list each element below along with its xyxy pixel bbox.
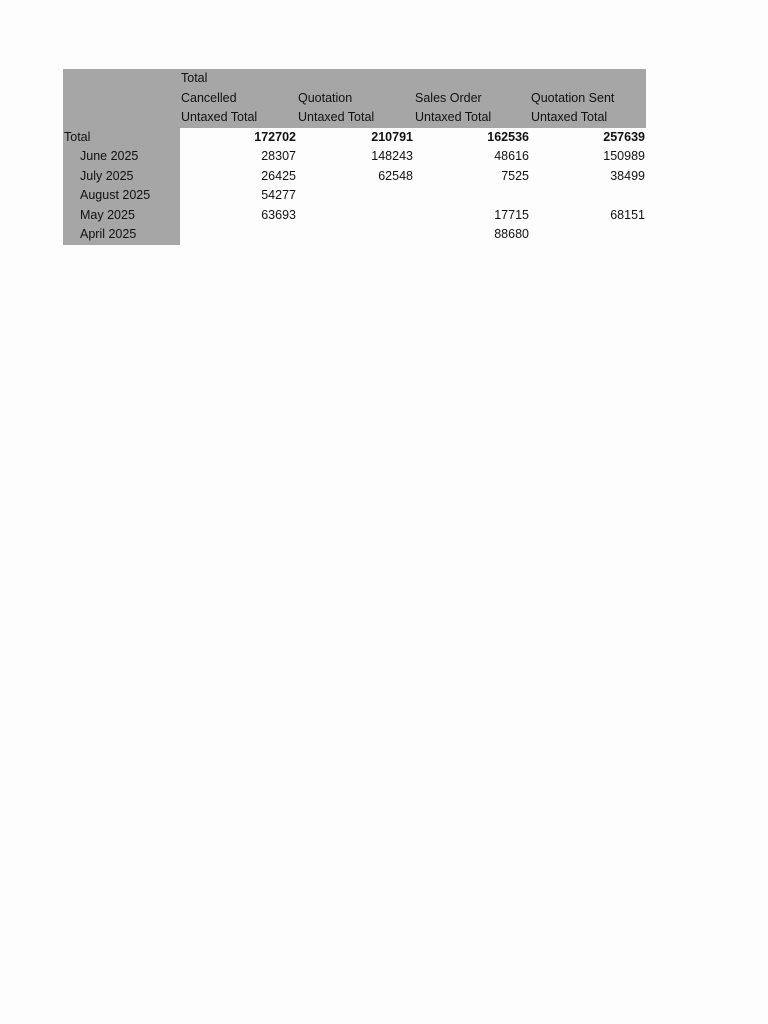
total-cell: 172702: [254, 129, 296, 144]
row-header-month[interactable]: July 2025: [63, 167, 180, 187]
value-cell: [297, 186, 414, 206]
table-row: [63, 167, 646, 187]
value-cell: 54277: [261, 188, 296, 202]
value-cell: [530, 186, 646, 206]
header-row-measure-line1: [63, 89, 646, 109]
table-row: [63, 206, 646, 226]
column-measure-label: Untaxed Total: [180, 108, 297, 128]
total-cell: 210791: [371, 129, 413, 144]
value-cell: 17715: [494, 207, 529, 222]
value-cell: 38499: [610, 168, 645, 183]
value-cell: [414, 186, 530, 206]
column-measure-label: Untaxed Total: [297, 108, 414, 128]
column-header-quotation-sent[interactable]: Quotation Sent: [530, 89, 646, 109]
row-header-month[interactable]: August 2025: [63, 186, 180, 206]
value-cell: [530, 225, 646, 245]
pivot-table: [63, 69, 646, 245]
row-header-month[interactable]: May 2025: [63, 206, 180, 226]
row-header-total[interactable]: Total: [63, 128, 180, 148]
row-header-month[interactable]: June 2025: [63, 147, 180, 167]
total-cell: 162536: [487, 129, 529, 144]
column-header-cancelled[interactable]: Cancelled: [180, 89, 297, 109]
column-measure-label: Untaxed Total: [530, 108, 646, 128]
total-cell: 257639: [603, 129, 645, 144]
column-header-sales-order[interactable]: Sales Order: [414, 89, 530, 109]
header-corner-cell: [63, 69, 180, 89]
value-cell: 28307: [261, 149, 296, 163]
value-cell: 150989: [603, 149, 645, 163]
table-row: [63, 225, 646, 245]
column-measure-label: Untaxed Total: [414, 108, 530, 128]
header-group-label[interactable]: Total: [180, 69, 297, 89]
value-cell: [180, 225, 297, 245]
value-cell: 148243: [371, 149, 413, 163]
value-cell: [297, 225, 414, 245]
value-cell: [297, 206, 414, 226]
value-cell: 48616: [494, 149, 529, 163]
value-cell: 68151: [610, 207, 645, 222]
value-cell: 7525: [501, 168, 529, 183]
table-row: [63, 186, 646, 206]
header-row-group: [63, 69, 646, 89]
column-header-quotation[interactable]: Quotation: [297, 89, 414, 109]
value-cell: 62548: [378, 168, 413, 183]
total-row: [63, 128, 646, 148]
table-row: [63, 147, 646, 167]
header-row-measure-line2: [63, 108, 646, 128]
row-header-month[interactable]: April 2025: [63, 225, 180, 245]
value-cell: 63693: [261, 207, 296, 222]
value-cell: 26425: [261, 168, 296, 183]
value-cell: 88680: [494, 227, 529, 241]
